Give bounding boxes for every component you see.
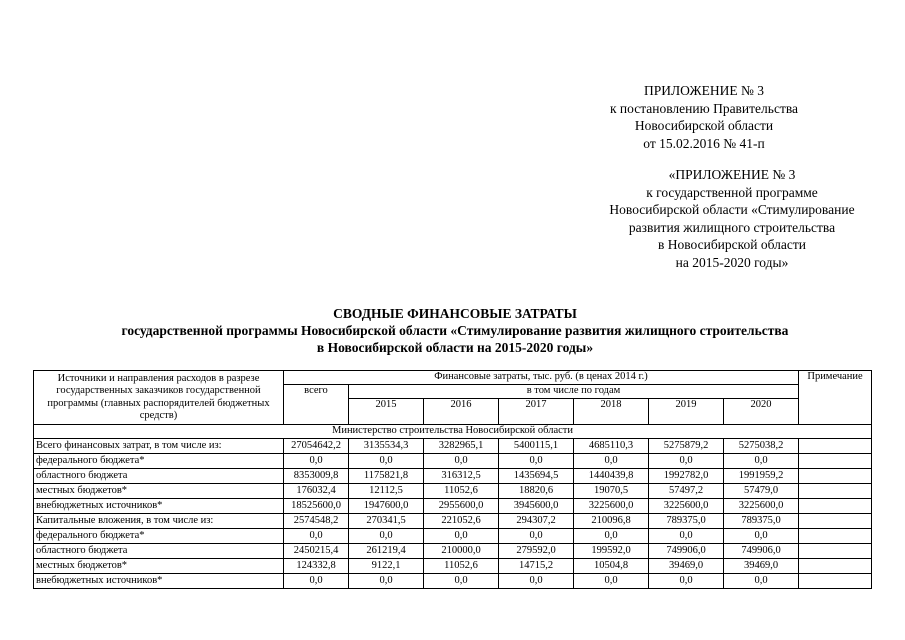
cell-year-value: 12112,5 <box>349 484 424 499</box>
cell-year-value: 0,0 <box>574 454 649 469</box>
cell-year-value: 0,0 <box>724 454 799 469</box>
appendix-line: на 2015-2020 годы» <box>675 254 789 270</box>
appendix-line: развития жилищного строительства <box>628 219 836 235</box>
table-row <box>34 484 872 499</box>
cell-total: 0,0 <box>284 574 349 589</box>
appendix-line: к государственной программе <box>646 184 818 200</box>
document-title <box>40 305 870 356</box>
appendix-state-program <box>582 166 882 271</box>
cell-total: 2450215,4 <box>284 544 349 559</box>
table-row <box>34 469 872 484</box>
cell-year-value: 5275879,2 <box>649 439 724 454</box>
cell-total: 124332,8 <box>284 559 349 574</box>
cell-year-value: 3135534,3 <box>349 439 424 454</box>
cell-year-value: 3945600,0 <box>499 499 574 514</box>
cell-year-value: 0,0 <box>649 454 724 469</box>
cell-year-value: 749906,0 <box>724 544 799 559</box>
cell-year-value: 0,0 <box>424 454 499 469</box>
cell-total: 18525600,0 <box>284 499 349 514</box>
header-note: Примечание <box>799 371 872 425</box>
cell-year-value: 789375,0 <box>649 514 724 529</box>
cell-year-value: 11052,6 <box>424 559 499 574</box>
cell-year-value: 789375,0 <box>724 514 799 529</box>
cell-total: 0,0 <box>284 454 349 469</box>
title-line-2: государственной программы Новосибирской области «Стимулирование развития жилищного строительства <box>121 323 789 338</box>
cell-note <box>799 454 872 469</box>
cell-note <box>799 529 872 544</box>
section-ministry: Министерство строительства Новосибирской области <box>34 425 872 439</box>
table-row <box>34 544 872 559</box>
cell-year-value: 0,0 <box>499 529 574 544</box>
appendix-line: Новосибирской области <box>634 118 774 133</box>
cell-year-value: 1440439,8 <box>574 469 649 484</box>
cell-year-value: 1435694,5 <box>499 469 574 484</box>
row-label: внебюджетных источников* <box>34 499 284 514</box>
appendix-line: к постановлению Правительства <box>609 100 799 116</box>
cell-year-value: 279592,0 <box>499 544 574 559</box>
financial-costs-table <box>33 370 872 589</box>
cell-year-value: 0,0 <box>499 454 574 469</box>
cell-year-value: 1991959,2 <box>724 469 799 484</box>
header-by-years: в том числе по годам <box>349 385 799 399</box>
row-label: местных бюджетов* <box>34 559 284 574</box>
row-label: Всего финансовых затрат, в том числе из: <box>34 439 284 454</box>
cell-year-value: 221052,6 <box>424 514 499 529</box>
cell-year-value: 3225600,0 <box>574 499 649 514</box>
table-row <box>34 439 872 454</box>
header-year: 2020 <box>724 399 799 425</box>
cell-year-value: 210000,0 <box>424 544 499 559</box>
cell-total: 2574548,2 <box>284 514 349 529</box>
cell-note <box>799 574 872 589</box>
appendix-line: Новосибирской области «Стимулирование <box>609 202 855 217</box>
row-label: Капитальные вложения, в том числе из: <box>34 514 284 529</box>
cell-total: 0,0 <box>284 529 349 544</box>
cell-year-value: 1992782,0 <box>649 469 724 484</box>
cell-year-value: 1947600,0 <box>349 499 424 514</box>
cell-year-value: 3282965,1 <box>424 439 499 454</box>
cell-year-value: 0,0 <box>349 574 424 589</box>
cell-year-value: 0,0 <box>424 574 499 589</box>
header-costs: Финансовые затраты, тыс. руб. (в ценах 2014 г.) <box>284 371 799 385</box>
appendix-line: ПРИЛОЖЕНИЕ № 3 <box>643 83 765 98</box>
title-line-1: СВОДНЫЕ ФИНАНСОВЫЕ ЗАТРАТЫ <box>333 306 577 321</box>
cell-year-value: 0,0 <box>724 529 799 544</box>
cell-year-value: 210096,8 <box>574 514 649 529</box>
table-row <box>34 454 872 469</box>
cell-total: 8353009,8 <box>284 469 349 484</box>
table-row <box>34 499 872 514</box>
cell-year-value: 199592,0 <box>574 544 649 559</box>
cell-year-value: 19070,5 <box>574 484 649 499</box>
cell-year-value: 3225600,0 <box>649 499 724 514</box>
cell-year-value: 4685110,3 <box>574 439 649 454</box>
title-line-3: в Новосибирской области на 2015-2020 годы» <box>316 340 594 355</box>
cell-year-value: 57479,0 <box>724 484 799 499</box>
cell-year-value: 0,0 <box>499 574 574 589</box>
cell-year-value: 270341,5 <box>349 514 424 529</box>
header-year: 2017 <box>499 399 574 425</box>
cell-year-value: 0,0 <box>349 529 424 544</box>
cell-note <box>799 439 872 454</box>
cell-year-value: 1175821,8 <box>349 469 424 484</box>
cell-year-value: 0,0 <box>424 529 499 544</box>
header-year: 2015 <box>349 399 424 425</box>
row-label: областного бюджета <box>34 469 284 484</box>
appendix-line: «ПРИЛОЖЕНИЕ № 3 <box>668 167 796 182</box>
cell-year-value: 0,0 <box>574 529 649 544</box>
cell-year-value: 0,0 <box>649 574 724 589</box>
cell-year-value: 0,0 <box>349 454 424 469</box>
cell-note <box>799 484 872 499</box>
cell-year-value: 11052,6 <box>424 484 499 499</box>
header-total: всего <box>284 385 349 425</box>
cell-note <box>799 469 872 484</box>
table-row <box>34 529 872 544</box>
cell-year-value: 316312,5 <box>424 469 499 484</box>
table-row <box>34 559 872 574</box>
cell-year-value: 261219,4 <box>349 544 424 559</box>
table-row <box>34 574 872 589</box>
cell-year-value: 3225600,0 <box>724 499 799 514</box>
cell-year-value: 14715,2 <box>499 559 574 574</box>
cell-total: 176032,4 <box>284 484 349 499</box>
row-label: областного бюджета <box>34 544 284 559</box>
row-label: местных бюджетов* <box>34 484 284 499</box>
row-label: федерального бюджета* <box>34 454 284 469</box>
cell-year-value: 0,0 <box>724 574 799 589</box>
cell-note <box>799 499 872 514</box>
cell-year-value: 9122,1 <box>349 559 424 574</box>
appendix-line: от 15.02.2016 № 41-п <box>643 135 765 151</box>
cell-year-value: 10504,8 <box>574 559 649 574</box>
cell-year-value: 294307,2 <box>499 514 574 529</box>
header-year: 2019 <box>649 399 724 425</box>
header-year: 2018 <box>574 399 649 425</box>
appendix-line: в Новосибирской области <box>657 237 807 252</box>
cell-note <box>799 544 872 559</box>
cell-year-value: 39469,0 <box>724 559 799 574</box>
cell-year-value: 749906,0 <box>649 544 724 559</box>
row-label: внебюджетных источников* <box>34 574 284 589</box>
cell-year-value: 0,0 <box>649 529 724 544</box>
cell-total: 27054642,2 <box>284 439 349 454</box>
cell-year-value: 0,0 <box>574 574 649 589</box>
cell-note <box>799 514 872 529</box>
header-year: 2016 <box>424 399 499 425</box>
row-label: федерального бюджета* <box>34 529 284 544</box>
table-row <box>34 514 872 529</box>
cell-year-value: 18820,6 <box>499 484 574 499</box>
cell-year-value: 2955600,0 <box>424 499 499 514</box>
cell-year-value: 5275038,2 <box>724 439 799 454</box>
cell-year-value: 5400115,1 <box>499 439 574 454</box>
cell-year-value: 39469,0 <box>649 559 724 574</box>
cell-year-value: 57497,2 <box>649 484 724 499</box>
appendix-government-resolution <box>554 82 854 152</box>
cell-note <box>799 559 872 574</box>
header-sources: Источники и направления расходов в разрезе государственных заказчиков государственной программы (главных распорядителей бюджетных средств) <box>34 371 284 425</box>
